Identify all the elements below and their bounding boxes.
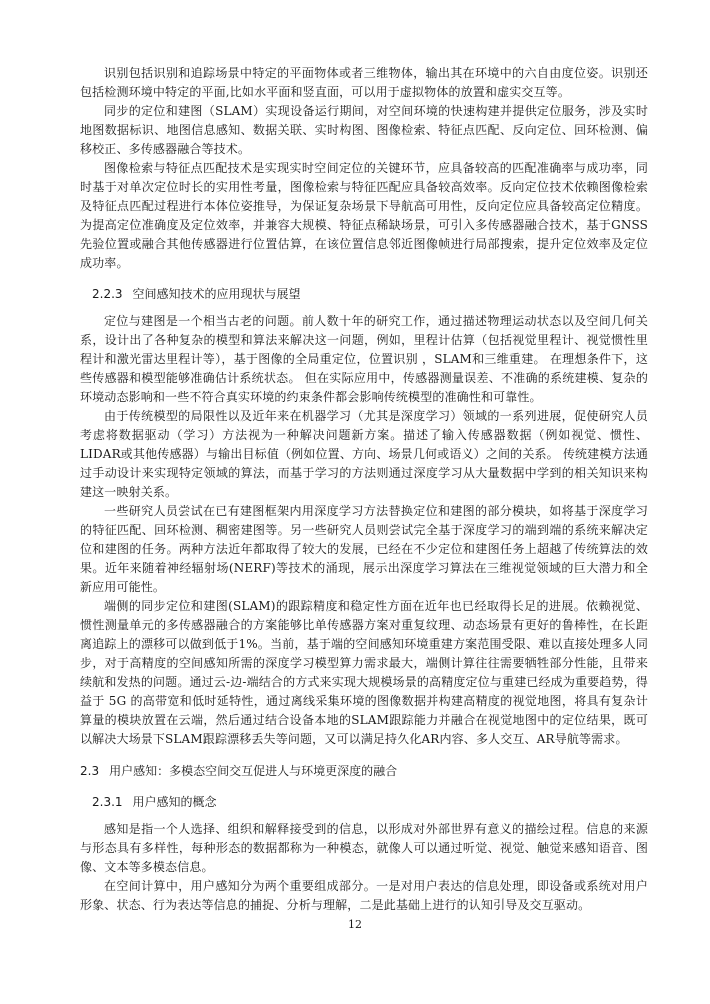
paragraph-image-retrieval: 图像检索与特征点匹配技术是实现实时空间定位的关键环节，应具备较高的匹配准确率与成功率，同时基于对单次定位时长的实用性考量，图像检索与特征匹配应具备较高效率。反向定位技术依赖图像检索及特征点匹配过程进行本体位姿推导，为保证复杂场景下导航高可用性，反向定位应具备较高定位精度。为提高定位准确度及定位效率，并兼容大规模、特征点稀缺场景，可引入多传感器融合技术，基于GNSS先验位置或融合其他传感器进行位置估算，在该位置信息邻近图像帧进行局部搜索，提升定位效率及定位成功率。	[80, 161, 648, 270]
section-heading-2-3	[80, 762, 648, 781]
paragraph-traditional-models: 定位与建图是一个相当古老的问题。前人数十年的研究工作，通过描述物理运动状态以及空间几何关系，设计出了各种复杂的模型和算法来解决这一问题，例如，里程计估算（包括视觉里程计、视觉惯性里程计和激光雷达里程计等），基于图像的全局重定位，位置识别 ，SLAM和三维重建。 在理想条件下，这些传感器和模型能够准确估计系统状态。 但在实际应用中，传感器测量误差、不准确的系统建模、复杂的环境动态影响和一些不符合真实环境的约束条件都会影响传统模型的准确性和可靠性。	[80, 314, 648, 404]
section-number: 2.3.1	[92, 795, 123, 809]
paragraph-data-driven: 由于传统模型的局限性以及近年来在机器学习（尤其是深度学习）领域的一系列进展，促使研究人员考虑将数据驱动（学习）方法视为一种解决问题新方案。描述了输入传感器数据（例如视觉、惯性、LIDAR或其他传感器）与输出目标值（例如位置、方向、场景几何或语义）之间的关系。 传统建模方法通过手动设计来实现特定领域的算法，而基于学习的方法则通过深度学习从大量数据中学到的相关知识来构建这一映射关系。	[80, 409, 648, 499]
section-title: 用户感知：多模态空间交互促进人与环境更深度的融合	[109, 764, 398, 778]
paragraph-recognition: 识别包括识别和追踪场景中特定的平面物体或者三维物体，输出其在环境中的六自由度位姿。识别还包括检测环境中特定的平面,比如水平面和竖直面，可以用于虚拟物体的放置和虚实交互等。	[80, 66, 648, 99]
paragraph-slam-overview: 同步的定位和建图（SLAM）实现设备运行期间，对空间环境的快速构建并提供定位服务，涉及实时地图数据标识、地图信息感知、数据关联、实时构图、图像检索、特征点匹配、反向定位、回环检测、偏移校正、多传感器融合等技术。	[80, 104, 648, 156]
section-title: 空间感知技术的应用现状与展望	[132, 287, 301, 301]
paragraph-user-perception: 在空间计算中，用户感知分为两个重要组成部分。一是对用户表达的信息处理，即设备或系统对用户形象、状态、行为表达等信息的捕捉、分析与理解，二是此基础上进行的认知引导及交互驱动。	[80, 879, 648, 912]
section-number: 2.2.3	[92, 287, 123, 301]
section-number: 2.3	[80, 764, 100, 778]
paragraph-perception-definition: 感知是指一个人选择、组织和解释接受到的信息，以形成对外部世界有意义的描绘过程。信息的来源与形态具有多样性，每种形态的数据都称为一种模态，就像人可以通过听觉、视觉、触觉来感知语音、图像、文本等多模态信息。	[80, 822, 648, 874]
paragraph-edge-slam: 端侧的同步定位和建图(SLAM)的跟踪精度和稳定性方面在近年也已经取得长足的进展。依赖视觉、惯性测量单元的多传感器融合的方案能够比单传感器方案对重复纹理、动态场景有更好的鲁棒性，在长距离追踪上的漂移可以做到低于1%。当前，基于端的空间感知环境重建方案范围受限、难以直接处理多人同步，对于高精度的空间感知所需的深度学习模型算力需求最大，端侧计算往往需要牺牲部分性能，且带来续航和发热的问题。通过云-边-端结合的方式来实现大规模场景的高精度定位与重建已经成为重要趋势，得益于 5G 的高带宽和低时延特性，通过离线采集环境的图像数据并构建高精度的视觉地图，将具有复杂计算量的模块放置在云端，然后通过结合设备本地的SLAM跟踪能力并融合在视觉地图中的定位结果，既可以解决大场景下SLAM跟踪漂移丢失等问题，又可以满足持久化AR内容、多人交互、AR导航等需求。	[80, 599, 648, 746]
section-heading-2-2-3	[80, 285, 648, 304]
page-number: 12	[348, 918, 362, 931]
section-heading-2-3-1	[80, 793, 648, 812]
paragraph-deep-learning: 一些研究人员尝试在已有建图框架内用深度学习方法替换定位和建图的部分模块，如将基于深度学习的特征匹配、回环检测、稠密建图等。另一些研究人员则尝试完全基于深度学习的端到端的系统来解决定位和建图的任务。两种方法近年都取得了较大的发展，已经在不少定位和建图任务上超越了传统算法的效果。近年来随着神经辐射场(NERF)等技术的涌现，展示出深度学习算法在三维视觉领域的巨大潜力和全新应用可能性。	[80, 504, 648, 594]
section-title: 用户感知的概念	[132, 795, 217, 809]
page-body	[80, 64, 648, 915]
